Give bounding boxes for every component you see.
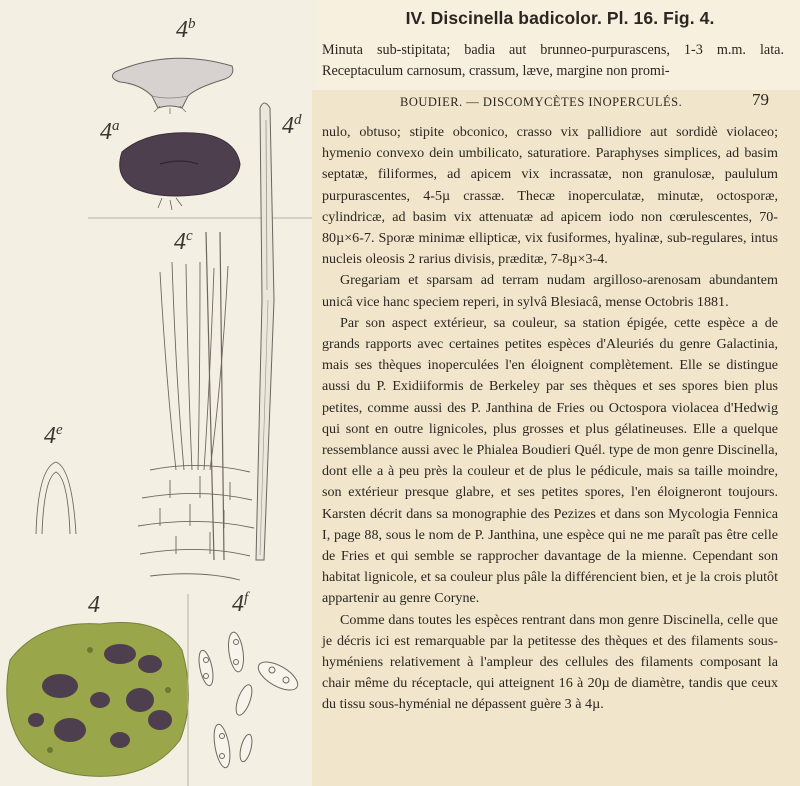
fig-label-4e: 4e: [44, 422, 63, 449]
paragraph-habitat: Gregariam et sparsam ad terram nudam argilloso-arenosam abundantem unicâ vice hanc speciem reperi, in sylvâ Blesiacâ, mense Octobris 1881.: [322, 272, 778, 310]
plate-drawings: [0, 0, 318, 786]
species-heading: IV. Discinella badicolor. Pl. 16. Fig. 4.: [405, 8, 715, 28]
fig-label-4c: 4$^c$: [174, 228, 193, 255]
illustration-plate: [0, 0, 318, 786]
paragraph-comparison: Par son aspect extérieur, sa couleur, sa station épigée, cette espèce a de grands rapports avec certaines petites espèces d'Aleuriés du genre Galactinia, mais ses thèques inoperculées l'en éloignent complètement. Elle se distingue aussi du P. Exidiiformis de Berkeley par ses thèques et ses spores bien plus petites, comme aussi des P. Janthina de Fries ou Octospora violacea d'Hedwig qui sont en outre lignicoles, plus grosses et plus gélatineuses. Elle a quelque ressemblance aussi avec le Phialea Boudieri Quél. type de mon genre Discinella, dont elle a à peu près la couleur et de plus le pédicule, mais sa taille moindre, son extérieur presque glabre, et ses petites spores, l'en éloigneront toujours. Karsten décrit dans sa monographie des Pezizes et dans son Mycologia Fennica I, page 88, sous le nom de P. Janthina, une espèce qui ne me paraît pas être celle de Fries et qui semble se rapprocher davantage de la mienne. Cependant son habitat lignicole, et sa couleur plus pâle la différencient bien, et je la crois plutôt appartenir au genre Coryne.: [322, 314, 778, 607]
fig-label-4b: 4$^b$: [176, 16, 196, 43]
running-head: BOUDIER. — DISCOMYCÈTES INOPERCULÉS.: [400, 95, 683, 109]
paragraph-latin-continued: nulo, obtuso; stipite obconico, crasso vix pallidiore aut sordidè violaceo; hymenio convexo dein umbilicato, saturatiore. Paraphyses simplices, ad basim septatæ, filiformes, ad apicem vix incrassatæ, non granulosæ, paululum purpurascentes, 4-5µ crassæ. Thecæ inoperculatæ, minutæ, octosporæ, cylindricæ, ad basim vix attenuatæ ad apicem iodo non cœrulescentes, 70-80µ×6-7. Sporæ minimæ ellipticæ, vix fusiformes, hyalinæ, sub-regulares, intus nucleis oleosis 2 rarius divisis, præditæ, 7-8µ×3-4.: [322, 124, 778, 268]
paragraph-genus-note: Comme dans toutes les espèces rentrant dans mon genre Discinella, celle que je décris ici est remarquable par la petitesse des thèques et des filaments sous-hyméniens relativement à l'ampleur des cellules des filaments composant la chair même du réceptacle, qui atteignent 16 à 20µ de diamètre, tandis que ceux du tissu sous-hyménial ne dépassent guère 3 à 4µ.: [322, 611, 778, 713]
latin-description-top: Minuta sub-stipitata; badia aut brunneo-purpurascens, 1-3 m.m. lata. Receptaculum carnosum, crassum, læve, margine non promi-: [322, 42, 784, 79]
fig-label-4: 4: [88, 592, 100, 618]
body-text: [322, 122, 778, 716]
fig-label-4f: 4$^f$: [232, 590, 249, 617]
fig-label-4a: 4$^a$: [100, 118, 120, 145]
page-number: 79: [752, 90, 769, 109]
fig-label-4d: 4$^d$: [282, 112, 302, 139]
